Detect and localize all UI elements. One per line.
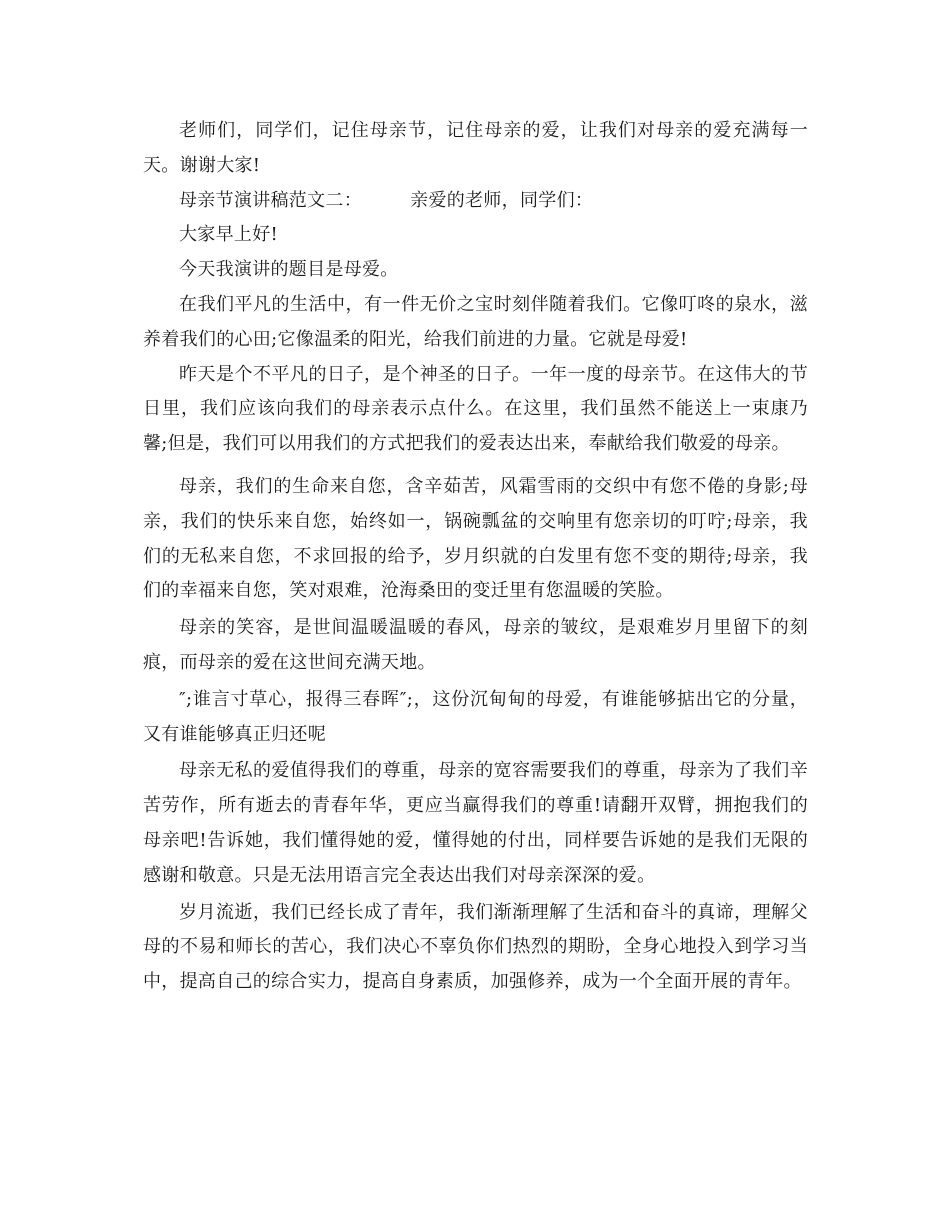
paragraph-mothers-day: 昨天是个不平凡的日子，是个神圣的日子。一年一度的母亲节。在这伟大的节日里，我们应该向我们的母亲表示点什么。在这里，我们虽然不能送上一束康乃馨;但是，我们可以用我们的方式把我们的爱表达出来，奉献给我们敬爱的母亲。 <box>143 363 808 455</box>
paragraph-treasure: 在我们平凡的生活中，有一件无价之宝时刻伴随着我们。它像叮咚的泉水，滋养着我们的心田;它像温柔的阳光，给我们前进的力量。它就是母爱! <box>143 293 808 350</box>
paragraph-respect: 母亲无私的爱值得我们的尊重，母亲的宽容需要我们的尊重，母亲为了我们辛苦劳作，所有逝去的青春年华，更应当赢得我们的尊重!请翻开双臂，拥抱我们的母亲吧!告诉她，我们懂得她的爱，懂得她的付出，同样要告诉她的是我们无限的感谢和敬意。只是无法用语言完全表达出我们对母亲深深的爱。 <box>143 760 808 886</box>
paragraph-greeting: 大家早上好! <box>179 224 279 246</box>
paragraph-topic: 今天我演讲的题目是母爱。 <box>179 259 399 281</box>
paragraph-closing: 老师们，同学们，记住母亲节，记住母亲的爱，让我们对母亲的爱充满每一天。谢谢大家! <box>143 120 808 176</box>
paragraph-mother-smile: 母亲的笑容，是世间温暖温暖的春风，母亲的皱纹，是艰难岁月里留下的刻痕，而母亲的爱在这世间充满天地。 <box>143 617 808 673</box>
paragraph-speech-title: 母亲节演讲稿范文二： 亲爱的老师，同学们： <box>179 189 594 211</box>
paragraph-youth: 岁月流逝，我们已经长成了青年，我们渐渐理解了生活和奋斗的真谛，理解父母的不易和师长的苦心，我们决心不辜负你们热烈的期盼，全身心地投入到学习当中，提高自己的综合实力，提高自身素质，加强修养，成为一个全面开展的青年。 <box>143 901 808 993</box>
document-body <box>143 114 808 1000</box>
paragraph-mother-life: 母亲，我们的生命来自您，含辛茹苦，风霜雪雨的交织中有您不倦的身影;母亲，我们的快乐来自您，始终如一，锅碗瓢盆的交响里有您亲切的叮咛;母亲，我们的无私来自您，不求回报的给予，岁月织就的白发里有您不变的期待;母亲，我们的幸福来自您，笑对艰难，沧海桑田的变迁里有您温暖的笑脸。 <box>143 475 808 602</box>
paragraph-poem-quote: ″;谁言寸草心，报得三春晖″;，这份沉甸甸的母爱，有谁能够掂出它的分量，又有谁能够真正归还呢 <box>143 688 808 745</box>
